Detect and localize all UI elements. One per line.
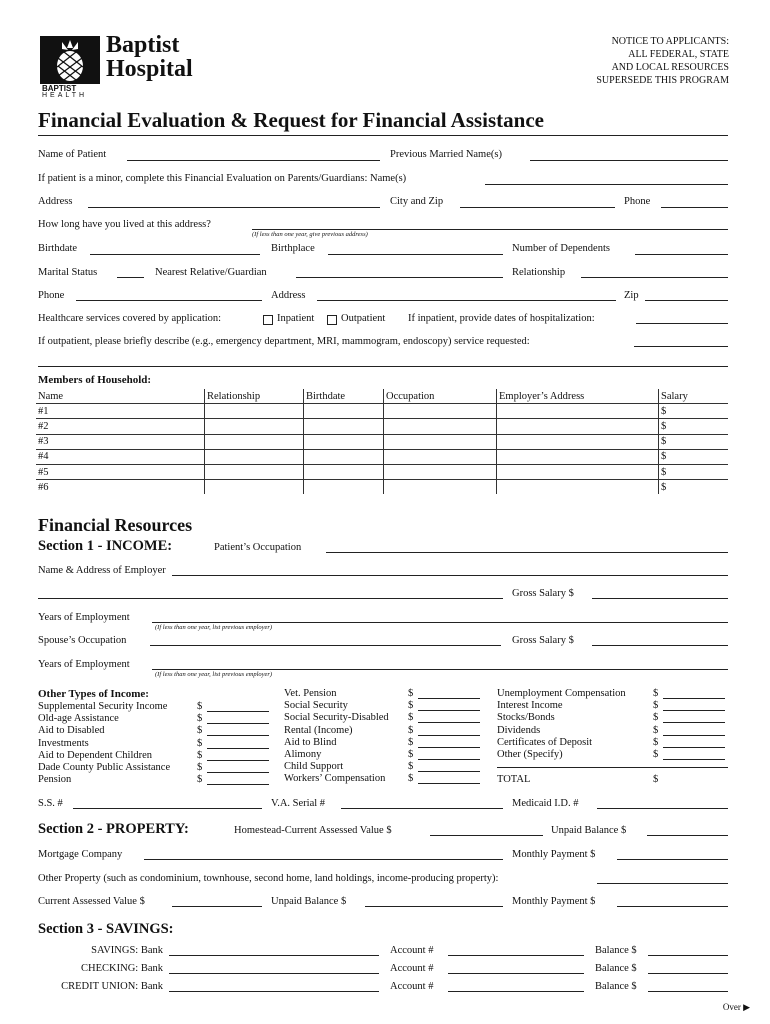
income-label: Unemployment Compensation	[497, 688, 626, 699]
cell[interactable]	[205, 449, 304, 464]
spouse-field[interactable]	[150, 645, 501, 646]
monthly-label: Monthly Payment $	[512, 849, 596, 860]
gross-salary2-label: Gross Salary $	[512, 635, 574, 646]
income-amount-field[interactable]	[418, 710, 480, 711]
income-label: Dade County Public Assistance	[38, 762, 171, 773]
cell[interactable]	[384, 449, 497, 464]
dollar-sign: $	[408, 749, 414, 760]
dollar-sign: $	[408, 773, 414, 785]
savings-label: SAVINGS: Bank	[91, 945, 163, 956]
occupation-label: Patient’s Occupation	[214, 542, 302, 553]
marital-status-label: Marital Status	[38, 267, 98, 278]
credit-union-bank-field[interactable]	[169, 991, 379, 992]
checking-label: CHECKING: Bank	[81, 963, 163, 974]
income-label: Pension	[38, 774, 72, 786]
notice-line: SUPERSEDE THIS PROGRAM	[596, 75, 729, 86]
how-long-label: How long have you lived at this address?	[38, 219, 211, 230]
dollar-sign: $	[408, 712, 414, 724]
income-label: Social Security	[284, 700, 348, 712]
services-label: Healthcare services covered by application:	[38, 313, 222, 324]
salary-cell[interactable]: $	[659, 419, 729, 434]
relationship-label: Relationship	[512, 267, 566, 278]
income-amount-field[interactable]	[418, 759, 480, 760]
household-table	[36, 389, 728, 494]
row-number: #3	[36, 434, 205, 449]
savings-balance-label: Balance $	[595, 945, 637, 956]
col-header-relationship: Relationship	[205, 389, 304, 404]
household-row[interactable]	[36, 449, 728, 464]
other-property-field[interactable]	[597, 883, 728, 884]
row-number: #1	[36, 404, 205, 419]
total-dollar: $	[653, 774, 659, 785]
notice-line: NOTICE TO APPLICANTS:	[611, 36, 729, 47]
col-header-occupation: Occupation	[384, 389, 497, 404]
dependents-field[interactable]	[635, 254, 728, 255]
years-label: Years of Employment	[38, 612, 130, 623]
cell[interactable]	[384, 480, 497, 495]
how-long-note: (If less than one year, give previous address)	[252, 231, 368, 238]
cell[interactable]	[304, 480, 384, 495]
logo-sub-health: HEALTH	[42, 92, 88, 99]
income-amount-field[interactable]	[663, 698, 725, 699]
patient-name-field[interactable]	[127, 160, 380, 161]
section1-title: Section 1 - INCOME:	[38, 538, 173, 554]
income-amount-field[interactable]	[418, 698, 480, 699]
income-amount-field[interactable]	[207, 723, 269, 724]
household-title: Members of Household:	[38, 374, 152, 386]
dollar-sign: $	[197, 749, 203, 761]
income-amount-field[interactable]	[207, 784, 269, 785]
household-row[interactable]	[36, 404, 728, 419]
income-label: Dividends	[497, 724, 541, 736]
financial-heading: Financial Resources	[38, 515, 193, 535]
unpaid2-label: Unpaid Balance $	[271, 896, 347, 907]
household-row[interactable]	[36, 434, 728, 449]
phone-field[interactable]	[661, 207, 728, 208]
salary-cell[interactable]: $	[659, 449, 729, 464]
income-label: Rental (Income)	[284, 724, 353, 736]
nearest-relative-field[interactable]	[296, 277, 503, 278]
years-field[interactable]	[152, 622, 728, 623]
notice-to-applicants	[596, 35, 729, 87]
dependents-label: Number of Dependents	[512, 243, 610, 254]
income-label: Workers’ Compensation	[284, 773, 386, 785]
section2-title: Section 2 - PROPERTY:	[38, 821, 189, 837]
how-long-field[interactable]	[252, 229, 728, 230]
cell[interactable]	[205, 419, 304, 434]
dollar-sign: $	[408, 688, 414, 699]
checking-account-field[interactable]	[448, 973, 584, 974]
income-label: Supplemental Security Income	[38, 701, 168, 712]
phone-label: Phone	[624, 196, 651, 207]
cell[interactable]	[205, 404, 304, 419]
address-label: Address	[38, 196, 73, 207]
income-amount-field[interactable]	[663, 710, 725, 711]
dollar-sign: $	[408, 724, 414, 736]
credit-union-label: CREDIT UNION: Bank	[61, 981, 163, 992]
income-label: Other (Specify)	[497, 749, 563, 760]
income-amount-field[interactable]	[663, 722, 725, 723]
marital-status-field[interactable]	[117, 277, 144, 278]
income-amount-field[interactable]	[418, 722, 480, 723]
inpatient-checkbox[interactable]	[263, 315, 273, 325]
mortgage-field[interactable]	[144, 859, 503, 860]
income-label: Old-age Assistance	[38, 713, 119, 725]
employer-field-2[interactable]	[38, 598, 503, 599]
income-amount-field[interactable]	[418, 735, 480, 736]
mortgage-label: Mortgage Company	[38, 849, 123, 860]
dollar-sign: $	[197, 762, 203, 773]
savings-bank-field[interactable]	[169, 955, 379, 956]
dollar-sign: $	[408, 700, 414, 712]
dollar-sign: $	[197, 713, 203, 725]
col-header-employer: Employer’s Address	[497, 389, 659, 404]
dollar-sign: $	[197, 725, 203, 737]
col-header-name: Name	[36, 389, 205, 404]
monthly2-label: Monthly Payment $	[512, 896, 596, 907]
city-zip-field[interactable]	[460, 207, 615, 208]
income-label: Vet. Pension	[284, 688, 337, 699]
patient-name-label: Name of Patient	[38, 149, 107, 160]
address-field[interactable]	[88, 207, 380, 208]
ss-field[interactable]	[73, 808, 262, 809]
income-amount-field[interactable]	[207, 735, 269, 736]
years2-field[interactable]	[152, 669, 728, 670]
zip-label: Zip	[624, 290, 639, 301]
total-label: TOTAL	[497, 774, 531, 785]
dollar-sign: $	[653, 724, 659, 736]
homestead-label: Homestead-Current Assessed Value $	[234, 825, 392, 836]
credit-union-balance-field[interactable]	[648, 991, 728, 992]
credit-union-balance-label: Balance $	[595, 981, 637, 992]
outpatient-desc-field[interactable]	[634, 346, 728, 347]
logo-text-hospital: Hospital	[106, 56, 193, 82]
cell[interactable]	[497, 464, 659, 479]
unpaid-field[interactable]	[647, 835, 728, 836]
notice-line: AND LOCAL RESOURCES	[611, 62, 729, 73]
phone2-field[interactable]	[76, 300, 262, 301]
cell[interactable]	[304, 464, 384, 479]
savings-account-label: Account #	[390, 945, 434, 956]
birthdate-field[interactable]	[90, 254, 260, 255]
dollar-sign: $	[197, 737, 203, 749]
col-header-salary: Salary	[659, 389, 729, 404]
total-rule	[497, 767, 728, 768]
ss-label: S.S. #	[38, 798, 63, 809]
salary-cell[interactable]: $	[659, 464, 729, 479]
dollar-sign: $	[653, 700, 659, 712]
outpatient-label: Outpatient	[341, 313, 386, 324]
cell[interactable]	[384, 464, 497, 479]
city-zip-label: City and Zip	[390, 196, 444, 207]
household-row[interactable]	[36, 480, 728, 495]
nearest-relative-label: Nearest Relative/Guardian	[155, 267, 267, 278]
phone2-label: Phone	[38, 290, 65, 301]
income-label: Aid to Blind	[284, 736, 337, 748]
cell[interactable]	[384, 404, 497, 419]
title-rule	[38, 135, 728, 136]
birthdate-label: Birthdate	[38, 243, 78, 254]
dollar-sign: $	[408, 736, 414, 748]
other-income-title: Other Types of Income:	[38, 688, 149, 700]
income-label: Stocks/Bonds	[497, 712, 555, 724]
cell[interactable]	[304, 404, 384, 419]
cell[interactable]	[497, 480, 659, 495]
dollar-sign: $	[653, 736, 659, 748]
homestead-field[interactable]	[430, 835, 543, 836]
credit-union-account-field[interactable]	[448, 991, 584, 992]
medicaid-field[interactable]	[597, 808, 728, 809]
cell[interactable]	[205, 464, 304, 479]
checking-account-label: Account #	[390, 963, 434, 974]
row-number: #4	[36, 449, 205, 464]
gross-salary-field[interactable]	[592, 598, 728, 599]
cell[interactable]	[304, 419, 384, 434]
col-header-birthdate: Birthdate	[304, 389, 384, 404]
income-label: Alimony	[284, 749, 322, 760]
occupation-field[interactable]	[326, 552, 728, 553]
monthly-field[interactable]	[617, 859, 728, 860]
income-amount-field[interactable]	[418, 771, 480, 772]
cell[interactable]	[384, 434, 497, 449]
credit-union-account-label: Account #	[390, 981, 434, 992]
outpatient-checkbox[interactable]	[327, 315, 337, 325]
cell[interactable]	[205, 480, 304, 495]
row-number: #6	[36, 480, 205, 495]
income-label: Certificates of Deposit	[497, 736, 593, 748]
other-property-label: Other Property (such as condominium, townhouse, second home, land holdings, income-producing property):	[38, 873, 499, 884]
income-amount-field[interactable]	[418, 783, 480, 784]
employer-label: Name & Address of Employer	[38, 565, 166, 576]
pineapple-icon	[40, 36, 100, 84]
savings-account-field[interactable]	[448, 955, 584, 956]
minor-label: If patient is a minor, complete this Financial Evaluation on Parents/Guardians: Name(s)	[38, 173, 407, 184]
dollar-sign: $	[408, 761, 414, 773]
current-value-field[interactable]	[172, 906, 262, 907]
medicaid-label: Medicaid I.D. #	[512, 798, 579, 809]
section3-title: Section 3 - SAVINGS:	[38, 921, 174, 937]
over-indicator: Over ▶	[722, 1002, 750, 1012]
address2-label: Address	[271, 290, 306, 301]
income-amount-field[interactable]	[207, 760, 269, 761]
income-amount-field[interactable]	[207, 748, 269, 749]
logo	[38, 34, 238, 100]
years2-note: (If less than one year, list previous employer)	[155, 671, 273, 678]
household-row[interactable]	[36, 419, 728, 434]
previous-names-label: Previous Married Name(s)	[390, 149, 502, 160]
logo-sub-baptist: BAPTIST	[42, 84, 77, 93]
income-amount-field[interactable]	[663, 735, 725, 736]
income-amount-field[interactable]	[207, 772, 269, 773]
unpaid-label: Unpaid Balance $	[551, 825, 627, 836]
gross-salary2-field[interactable]	[592, 645, 728, 646]
cell[interactable]	[497, 434, 659, 449]
employer-field[interactable]	[172, 575, 728, 576]
inpatient-dates-label: If inpatient, provide dates of hospitalization:	[408, 313, 595, 324]
unpaid2-field[interactable]	[365, 906, 503, 907]
checking-balance-field[interactable]	[648, 973, 728, 974]
dollar-sign: $	[197, 701, 203, 712]
income-amount-field[interactable]	[663, 759, 725, 760]
row-number: #5	[36, 464, 205, 479]
address2-field[interactable]	[317, 300, 616, 301]
income-label: Aid to Disabled	[38, 725, 105, 737]
income-amount-field[interactable]	[207, 711, 269, 712]
birthplace-field[interactable]	[328, 254, 503, 255]
guardian-names-field[interactable]	[485, 184, 728, 185]
va-field[interactable]	[341, 808, 503, 809]
dollar-sign: $	[653, 712, 659, 724]
form-title: Financial Evaluation & Request for Financial Assistance	[38, 108, 544, 132]
row-number: #2	[36, 419, 205, 434]
logo-text-baptist: Baptist	[106, 32, 180, 58]
inpatient-dates-field[interactable]	[636, 323, 728, 324]
cell[interactable]	[497, 404, 659, 419]
va-label: V.A. Serial #	[271, 798, 326, 809]
years-note: (If less than one year, list previous employer)	[155, 624, 273, 631]
spouse-label: Spouse’s Occupation	[38, 635, 127, 646]
checking-bank-field[interactable]	[169, 973, 379, 974]
salary-cell[interactable]: $	[659, 434, 729, 449]
monthly2-field[interactable]	[617, 906, 728, 907]
cell[interactable]	[304, 434, 384, 449]
checking-balance-label: Balance $	[595, 963, 637, 974]
income-amount-field[interactable]	[663, 747, 725, 748]
salary-cell[interactable]: $	[659, 404, 729, 419]
inpatient-label: Inpatient	[277, 313, 315, 324]
household-row[interactable]	[36, 464, 728, 479]
outpatient-desc-field-2[interactable]	[38, 366, 728, 367]
years2-label: Years of Employment	[38, 659, 130, 670]
zip-field[interactable]	[645, 300, 728, 301]
notice-line: ALL FEDERAL, STATE	[628, 49, 729, 60]
dollar-sign: $	[653, 749, 659, 760]
cell[interactable]	[304, 449, 384, 464]
salary-cell[interactable]: $	[659, 480, 729, 495]
dollar-sign: $	[197, 774, 203, 786]
relationship-field[interactable]	[581, 277, 728, 278]
birthplace-label: Birthplace	[271, 243, 315, 254]
income-label: Interest Income	[497, 700, 563, 712]
cell[interactable]	[205, 434, 304, 449]
household-header-row	[36, 389, 728, 404]
current-value-label: Current Assessed Value $	[38, 896, 145, 907]
income-label: Social Security-Disabled	[284, 712, 389, 724]
other-income-title-text: Other Types of Income	[38, 688, 146, 700]
income-label: Child Support	[284, 761, 344, 773]
dollar-sign: $	[653, 688, 659, 699]
income-label: Aid to Dependent Children	[38, 749, 153, 761]
income-label: Investments	[38, 737, 89, 749]
cell[interactable]	[384, 419, 497, 434]
cell[interactable]	[497, 419, 659, 434]
outpatient-desc-label: If outpatient, please briefly describe (e.g., emergency department, MRI, mammogram, endoscopy) service requested:	[38, 336, 530, 347]
savings-balance-field[interactable]	[648, 955, 728, 956]
previous-names-field[interactable]	[530, 160, 728, 161]
cell[interactable]	[497, 449, 659, 464]
gross-salary-label: Gross Salary $	[512, 588, 574, 599]
income-amount-field[interactable]	[418, 747, 480, 748]
